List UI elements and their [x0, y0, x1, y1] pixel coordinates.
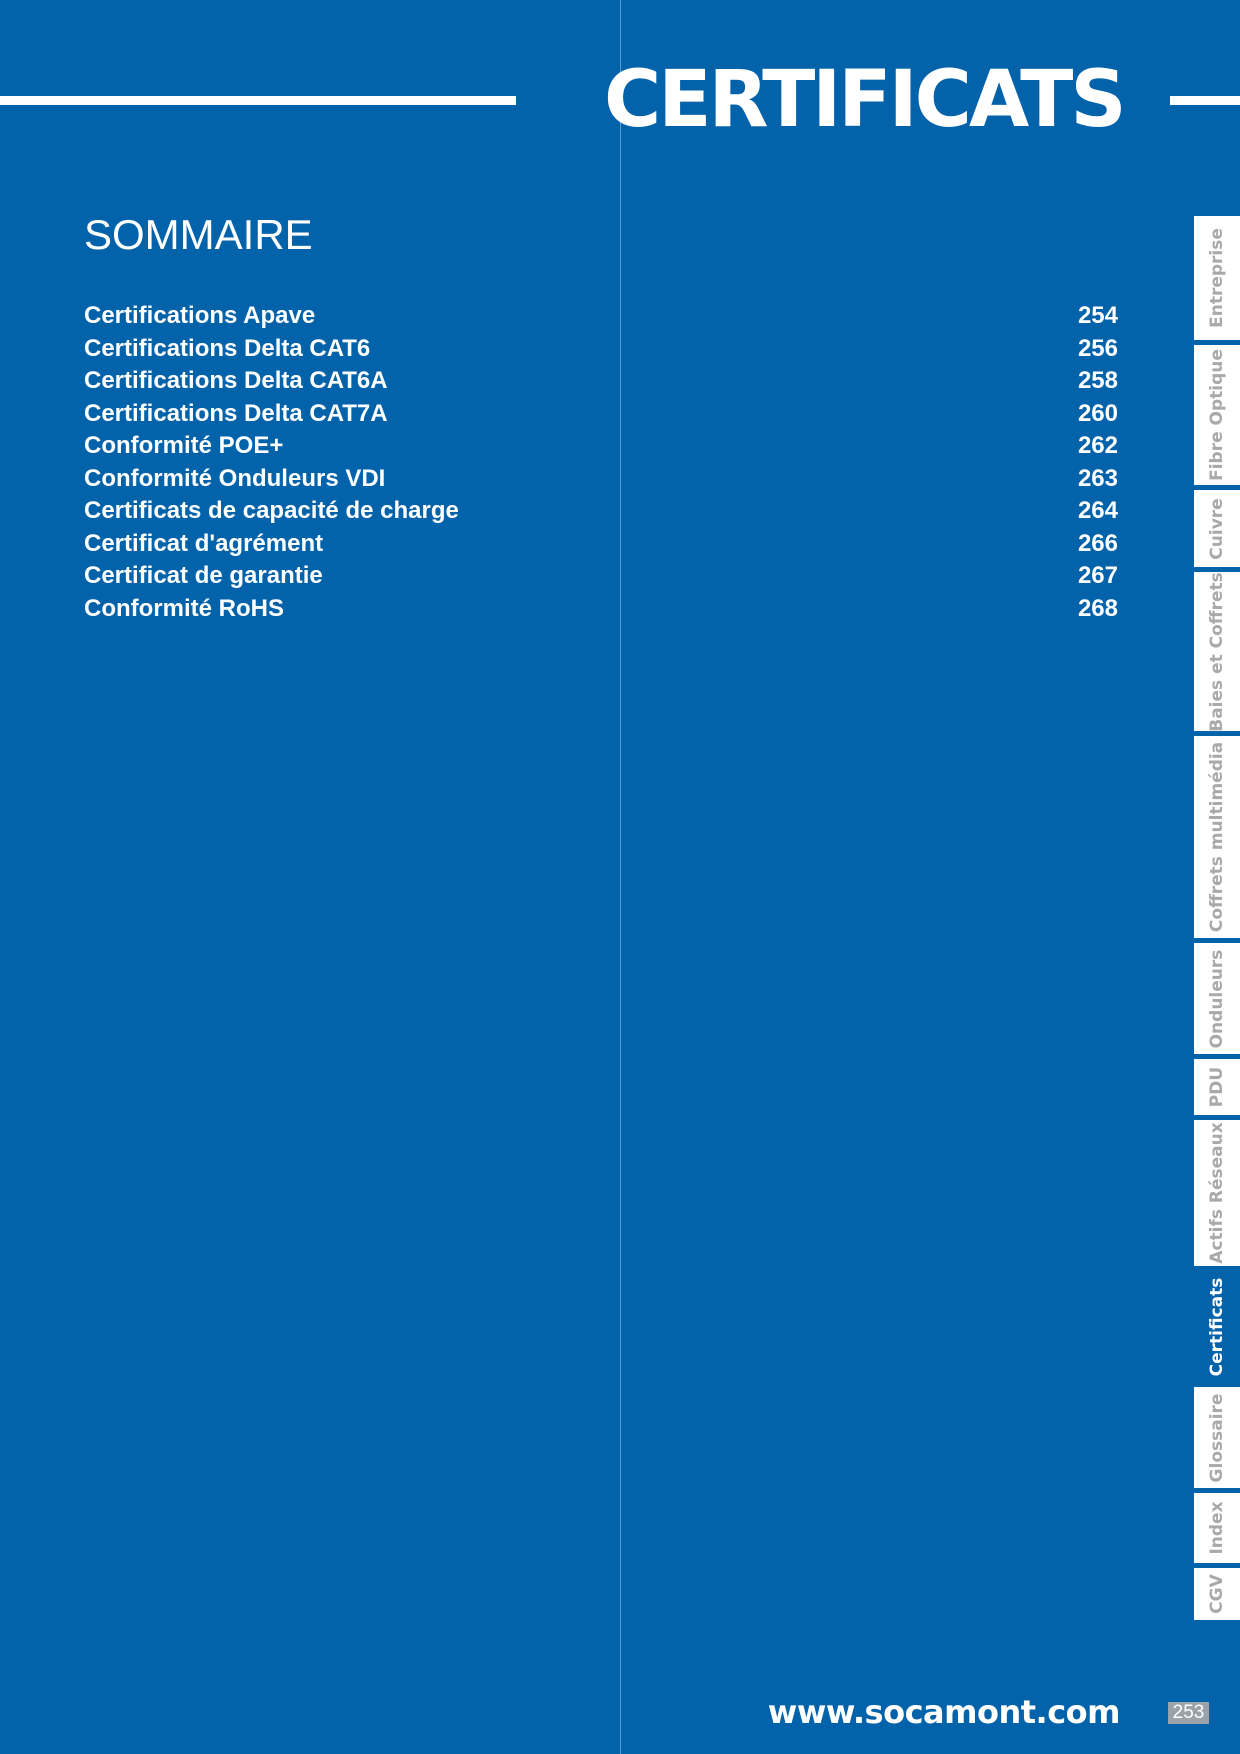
tab-onduleurs[interactable] — [1194, 943, 1240, 1054]
toc-entry[interactable] — [84, 560, 1118, 593]
toc-entry[interactable] — [84, 398, 1118, 431]
tab-certificats[interactable] — [1194, 1271, 1240, 1382]
tab-label: Index — [1207, 1501, 1227, 1555]
tab-label: Cuivre — [1207, 497, 1227, 560]
toc-entry-page: 260 — [1077, 399, 1118, 427]
page-fold-line — [620, 0, 621, 1754]
page-number: 253 — [1168, 1702, 1209, 1724]
toc-entry-label: Certifications Delta CAT6A — [84, 367, 388, 394]
toc-entry-page: 263 — [1077, 464, 1118, 492]
tab-pdu[interactable] — [1194, 1059, 1240, 1115]
toc-entry-page: 258 — [1077, 367, 1118, 394]
toc-entry[interactable] — [84, 495, 1118, 528]
tab-label: Fibre Optique — [1207, 349, 1227, 481]
toc-entry[interactable] — [84, 430, 1118, 463]
tab-label: Entreprise — [1207, 228, 1227, 328]
toc-entry-page: 266 — [1077, 529, 1118, 557]
toc-entry-page: 267 — [1077, 562, 1118, 589]
toc-entry[interactable] — [84, 333, 1118, 366]
toc-entry-label: Certifications Delta CAT7A — [84, 399, 388, 427]
toc-heading: SOMMAIRE — [84, 211, 313, 258]
toc-entry[interactable] — [84, 463, 1118, 496]
toc-entry-label: Conformité POE+ — [84, 432, 284, 459]
tab-label: Coffrets multimédia — [1207, 741, 1227, 933]
tab-label: CGV — [1207, 1574, 1227, 1614]
toc-entry-page: 264 — [1077, 497, 1118, 524]
tab-coffrets-multimedia[interactable] — [1194, 736, 1240, 938]
toc-entry-label: Certifications Delta CAT6 — [84, 334, 371, 362]
tab-glossaire[interactable] — [1194, 1387, 1240, 1488]
tab-cuivre[interactable] — [1194, 490, 1240, 567]
toc-entry[interactable] — [84, 300, 1118, 333]
title-rule-left — [0, 96, 516, 105]
tab-baies-et-coffrets[interactable] — [1194, 572, 1240, 731]
tab-index[interactable] — [1194, 1493, 1240, 1563]
page-title: CERTIFICATS — [604, 55, 1124, 145]
tab-label: Actifs Réseaux — [1207, 1122, 1227, 1264]
toc-entry-label: Certifications Apave — [84, 302, 316, 329]
toc-entry-label: Certificat de garantie — [84, 562, 323, 589]
toc-entry-label: Conformité RoHS — [84, 594, 284, 622]
tab-label: Certificats — [1207, 1277, 1227, 1376]
toc-entry-page: 254 — [1077, 302, 1118, 329]
toc-entry-page: 268 — [1077, 594, 1118, 622]
tab-label: Onduleurs — [1207, 949, 1227, 1048]
tab-label: PDU — [1207, 1066, 1227, 1108]
tab-actifs-reseaux[interactable] — [1194, 1120, 1240, 1266]
tab-label: Baies et Coffrets — [1207, 572, 1227, 731]
section-tabs — [1194, 216, 1240, 1625]
table-of-contents — [84, 300, 1118, 625]
toc-entry[interactable] — [84, 593, 1118, 626]
tab-entreprise[interactable] — [1194, 216, 1240, 340]
tab-label: Glossaire — [1207, 1393, 1227, 1482]
toc-entry-label: Conformité Onduleurs VDI — [84, 464, 386, 492]
tab-fibre-optique[interactable] — [1194, 345, 1240, 485]
toc-entry[interactable] — [84, 365, 1118, 398]
toc-entry-page: 262 — [1077, 432, 1118, 459]
toc-entry[interactable] — [84, 528, 1118, 561]
toc-entry-label: Certificat d'agrément — [84, 529, 324, 557]
toc-entry-page: 256 — [1077, 334, 1118, 362]
website-url: www.socamont.com — [767, 1693, 1120, 1731]
title-rule-right — [1170, 96, 1240, 105]
toc-entry-label: Certificats de capacité de charge — [84, 497, 459, 524]
tab-cgv[interactable] — [1194, 1568, 1240, 1620]
